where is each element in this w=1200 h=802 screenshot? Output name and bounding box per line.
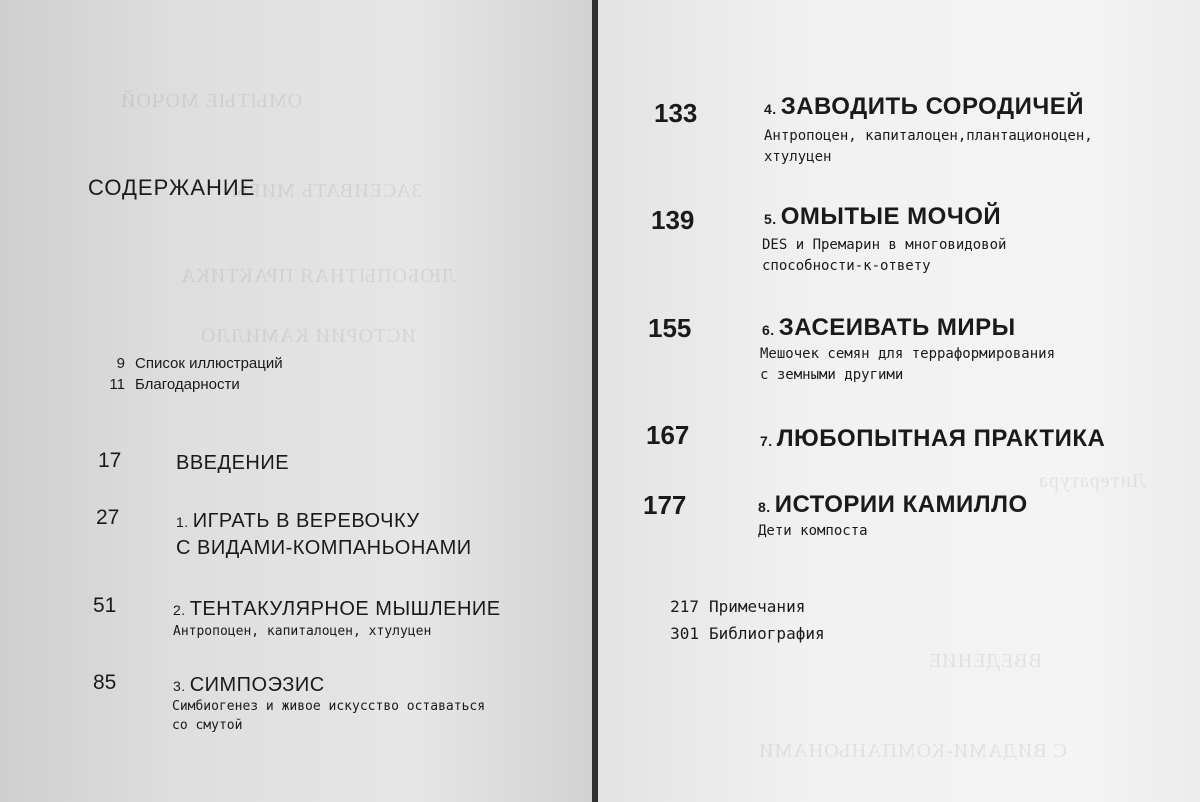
chapter-title (760, 424, 1105, 456)
chapter-subtitle (762, 235, 1006, 277)
page-number: 27 (96, 506, 120, 529)
bleed-through-text: ИСТОРИИ КАМИЛЛО (200, 325, 416, 347)
chapter-subtitle: Антропоцен, капиталоцен, хтулуцен (173, 624, 432, 639)
page-number: 133 (654, 98, 698, 128)
bleed-through-text: ВВЕДЕНИЕ (928, 650, 1042, 672)
page-number: 9 (116, 355, 125, 372)
chapter-title-text: ЗАСЕИВАТЬ МИРЫ (778, 314, 1016, 341)
front-matter-item (93, 376, 240, 393)
chapter-index: 1. (176, 514, 189, 530)
entry-label: Список иллюстраций (135, 355, 283, 372)
subtitle-line1: Симбиогенез и живое искусство оставаться (172, 699, 486, 714)
bleed-through-text: С ВИДАМИ-КОМПАНЬОНАМИ (758, 740, 1068, 762)
page-number: 217 (670, 597, 699, 616)
contents-heading: СОДЕРЖАНИЕ (88, 175, 256, 200)
chapter-index: 3. (173, 678, 186, 694)
chapter-subtitle: Дети компоста (758, 523, 868, 539)
chapter-title-line1: ИГРАТЬ В ВЕРЕВОЧКУ (192, 510, 420, 532)
chapter-title-text: ЛЮБОПЫТНАЯ ПРАКТИКА (776, 425, 1106, 452)
bleed-through-text: ЗАСЕИВАТЬ МИРЫ (230, 180, 422, 202)
page-number: 139 (651, 205, 695, 235)
page-number: 11 (109, 376, 125, 393)
chapter-subtitle (760, 344, 1055, 386)
chapter-title-line2: С ВИДАМИ-КОМПАНЬОНАМИ (176, 537, 472, 559)
subtitle-line2: хтулуцен (764, 149, 832, 165)
chapter-title (764, 92, 1084, 124)
chapter-title-text: ИСТОРИИ КАМИЛЛО (774, 491, 1028, 518)
subtitle-line2: со смутой (172, 718, 243, 733)
chapter-index: 6. (762, 322, 775, 338)
bleed-through-text: ОМЫТЫЕ МОЧОЙ (120, 90, 303, 112)
page-number: 177 (643, 490, 687, 520)
chapter-title (758, 490, 1028, 522)
chapter-subtitle (764, 126, 1093, 168)
subtitle-line2: способности-к-ответу (762, 258, 931, 274)
chapter-title-text: СИМПОЭЗИС (189, 674, 325, 696)
page-number: 301 (670, 624, 699, 643)
page-number: 85 (93, 671, 117, 694)
front-matter-item (93, 355, 283, 372)
chapter-title (176, 508, 472, 561)
bleed-through-text: ЛЮБОПЫТНАЯ ПРАКТИКА (180, 265, 456, 287)
back-matter-item (663, 597, 805, 616)
chapter-title (762, 313, 1016, 345)
chapter-title: ВВЕДЕНИЕ (176, 452, 290, 474)
chapter-index: 5. (764, 211, 777, 227)
back-matter-item (663, 624, 825, 643)
page-number: 17 (98, 449, 122, 472)
chapter-title (764, 202, 1001, 234)
page-number: 167 (646, 420, 690, 450)
chapter-title-text: ЗАВОДИТЬ СОРОДИЧЕЙ (780, 93, 1084, 120)
chapter-index: 8. (758, 499, 771, 515)
chapter-title (173, 596, 501, 623)
chapter-index: 4. (764, 101, 777, 117)
entry-label: Благодарности (135, 376, 240, 393)
page-number: 155 (648, 313, 692, 343)
right-page (598, 0, 1200, 802)
chapter-subtitle (172, 697, 485, 735)
page-number: 51 (93, 594, 117, 617)
left-page (0, 0, 592, 802)
bleed-through-text: Литература (1038, 470, 1146, 492)
entry-label: Библиография (709, 624, 825, 643)
chapter-title-text: ОМЫТЫЕ МОЧОЙ (780, 203, 1002, 230)
subtitle-line2: с земными другими (760, 367, 904, 383)
subtitle-line1: Мешочек семян для терраформирования (760, 346, 1056, 362)
chapter-index: 7. (760, 433, 773, 449)
chapter-title (173, 672, 325, 699)
chapter-title-text: ТЕНТАКУЛЯРНОЕ МЫШЛЕНИЕ (189, 598, 501, 620)
entry-label: Примечания (709, 597, 806, 616)
subtitle-line1: Антропоцен, капиталоцен,плантационоцен, (764, 128, 1093, 144)
subtitle-line1: DES и Премарин в многовидовой (762, 237, 1007, 253)
chapter-index: 2. (173, 602, 186, 618)
